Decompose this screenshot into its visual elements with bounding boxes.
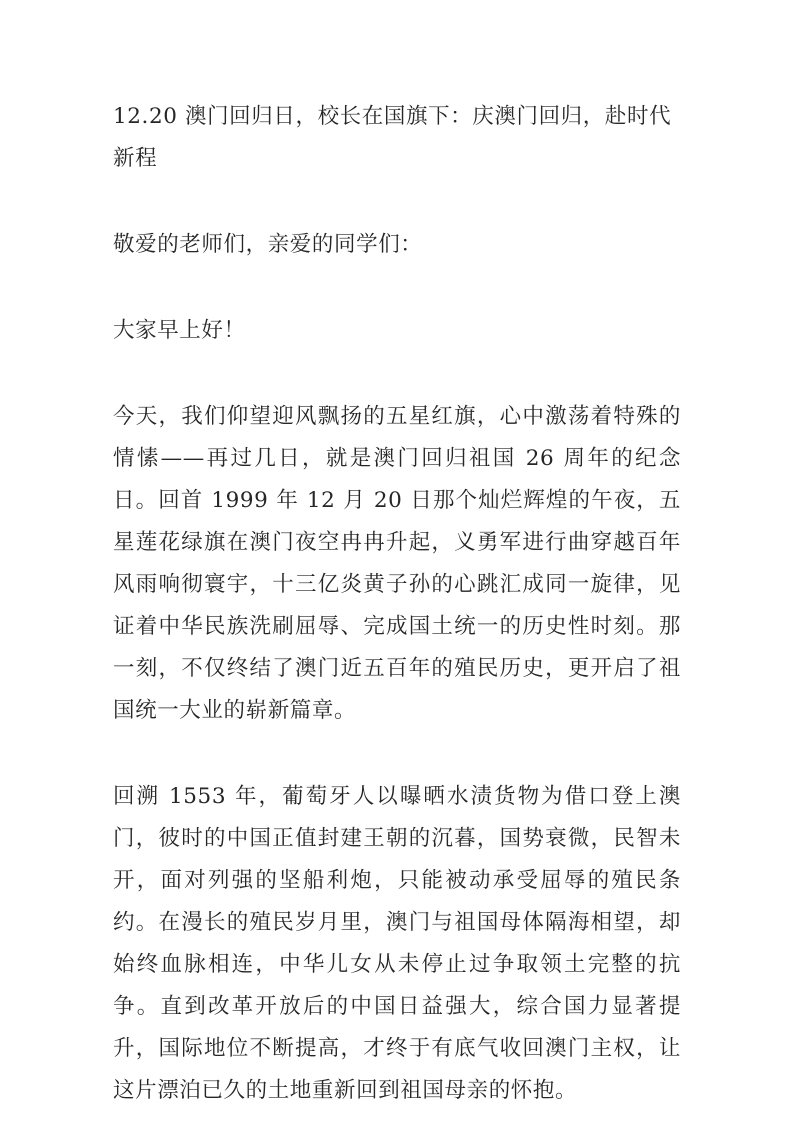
body-paragraph-2: 回溯 1553 年，葡萄牙人以曝晒水渍货物为借口登上澳门，彼时的中国正值封建王朝的沉暮，国势衰微，民智未开，面对列强的坚船利炮，只能被动承受屈辱的殖民条约。在漫长的殖民岁月里，澳门与祖国母体隔海相望，却始终血脉相连，中华儿女从未停止过争取领土完整的抗争。直到改革开放后的中国日益强大，综合国力显著提升，国际地位不断提高，才终于有底气收回澳门主权，让这片漂泊已久的土地重新回到祖国母亲的怀抱。 — [113, 784, 681, 1103]
body-paragraph-1: 今天，我们仰望迎风飘扬的五星红旗，心中激荡着特殊的情愫——再过几日，就是澳门回归祖国 26 周年的纪念日。回首 1999 年 12 月 20 日那个灿烂辉煌的午夜，五星莲花绿旗在澳门夜空冉冉升起，义勇军进行曲穿越百年风雨响彻寰宇，十三亿炎黄子孙的心跳汇成同一旋律，见证着中华民族洗刷屈辱、完成国土统一的历史性时刻。那一刻，不仅终结了澳门近五百年的殖民历史，更开启了祖国统一大业的崭新篇章。 — [113, 404, 681, 723]
salutation-line: 敬爱的老师们，亲爱的同学们： — [113, 232, 423, 257]
greeting-line: 大家早上好！ — [113, 318, 246, 343]
document-title-line: 12.20 澳门回归日，校长在国旗下：庆澳门回归，赴时代新程 — [113, 104, 672, 171]
document-text-body — [113, 96, 681, 1112]
